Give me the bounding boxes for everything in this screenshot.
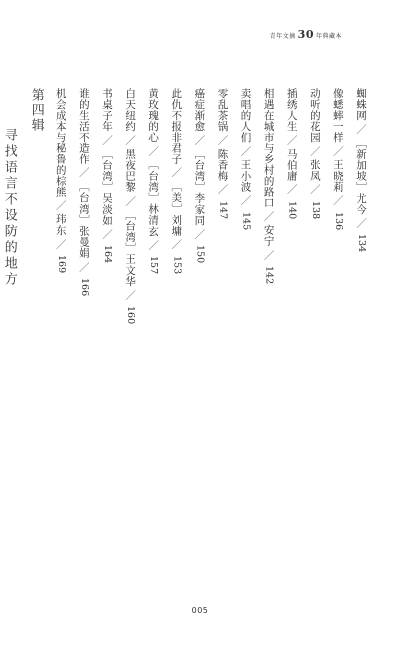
toc-entry-page: 160 <box>125 306 137 325</box>
separator-slash: ／ <box>147 239 160 251</box>
separator-slash: ／ <box>216 134 229 146</box>
toc-entry-author: 玮东 <box>54 213 67 236</box>
toc-entry-page: 153 <box>171 255 183 274</box>
toc-entry-author: 王小波 <box>239 159 252 193</box>
separator-slash: ／ <box>331 195 344 206</box>
separator-slash: ／ <box>54 200 67 211</box>
toc-entry-title: 此仇不报非君子 <box>170 88 183 165</box>
toc-entry-title: 卖唱的人们 <box>239 88 252 143</box>
toc-entry-title: 机会成本与秘鲁的棕熊 <box>54 88 67 197</box>
separator-slash: ／ <box>239 145 252 156</box>
separator-slash: ／ <box>262 249 275 261</box>
separator-slash: ／ <box>124 289 137 301</box>
separator-slash: ／ <box>193 134 206 146</box>
toc-entry-title: 白天纽约 <box>124 88 137 132</box>
separator-slash: ／ <box>170 167 183 178</box>
separator-slash: ／ <box>239 195 252 206</box>
separator-slash: ／ <box>170 239 183 250</box>
toc-entry-author: 马伯庸 <box>285 148 298 182</box>
toc-entry[interactable] <box>55 88 66 608</box>
separator-slash: ／ <box>124 134 137 146</box>
separator-slash: ／ <box>262 210 275 222</box>
toc-entry-title: 插绣人生 <box>285 88 298 132</box>
toc-entry[interactable] <box>332 88 343 608</box>
separator-slash: ／ <box>355 123 367 135</box>
toc-entry-author: ［美］刘墉 <box>170 180 183 237</box>
toc-entry-page: 142 <box>263 266 275 285</box>
chapter-title: 寻找语言不设防的地方 <box>1 128 17 288</box>
toc-entry-author: ［台湾］张曼娟 <box>77 180 90 259</box>
header-right: 年典藏本 <box>315 33 342 40</box>
separator-slash: ／ <box>331 145 344 156</box>
toc-entry-title: 零乱茶锅 <box>216 88 229 132</box>
toc-entry-author: ［台湾］吴淡如 <box>100 148 113 226</box>
running-header <box>270 28 342 41</box>
toc-entry-title: 谁的生活不造作 <box>77 88 90 165</box>
toc-entry-page: 164 <box>101 245 113 264</box>
toc-entry[interactable] <box>286 88 297 608</box>
toc-entry-title: 相遇在城市与乡村的路口 <box>262 88 275 208</box>
toc-entry-author: ［台湾］王文华 <box>124 209 137 287</box>
separator-slash: ／ <box>100 228 113 240</box>
toc-entry[interactable] <box>171 88 182 608</box>
toc-entry[interactable] <box>309 88 320 608</box>
chapter-label: 第四辑 <box>28 88 44 133</box>
toc-entry[interactable] <box>125 88 136 608</box>
separator-slash: ／ <box>54 238 67 250</box>
toc-entry[interactable] <box>240 88 251 608</box>
toc-entry-page: 150 <box>194 245 206 264</box>
page-number: 005 <box>191 606 209 615</box>
toc-entry-page: 145 <box>240 211 252 230</box>
toc-entry-page: 166 <box>78 278 90 297</box>
toc-entry-page: 140 <box>286 200 298 220</box>
header-left: 青年文摘 <box>269 33 296 40</box>
toc-entry-author: 黑夜巴黎 <box>124 148 137 193</box>
toc-entry[interactable] <box>263 88 274 608</box>
toc-entry[interactable] <box>101 88 112 608</box>
toc-entry[interactable] <box>194 88 205 608</box>
toc-entry-title: 书桌子年 <box>100 88 113 132</box>
header-number: 30 <box>297 28 314 41</box>
toc-entry-title: 癌症渐愈 <box>193 88 206 132</box>
toc-entry-author: ［新加坡］尤今 <box>355 137 367 215</box>
separator-slash: ／ <box>308 184 321 195</box>
toc-entry-author: ［台湾］李家同 <box>193 148 206 226</box>
toc-entry-page: 147 <box>217 200 229 220</box>
separator-slash: ／ <box>285 184 298 195</box>
table-of-contents <box>1 88 367 608</box>
toc-entry-page: 134 <box>356 234 367 253</box>
separator-slash: ／ <box>100 134 113 146</box>
toc-entry-author: ［台湾］林清玄 <box>147 159 160 237</box>
separator-slash: ／ <box>77 167 90 178</box>
toc-entry-page: 138 <box>309 200 321 219</box>
toc-entry[interactable] <box>217 88 228 608</box>
toc-entry[interactable] <box>148 88 159 608</box>
toc-entry[interactable] <box>78 88 89 608</box>
separator-slash: ／ <box>355 217 367 229</box>
separator-slash: ／ <box>285 134 298 146</box>
toc-entry-author: 陈香梅 <box>216 148 229 182</box>
toc-entry[interactable] <box>356 88 367 608</box>
toc-entry-author: 王晓莉 <box>331 159 344 193</box>
toc-entry-title: 黄玫瑰的心 <box>147 88 160 143</box>
separator-slash: ／ <box>124 195 137 207</box>
toc-entry-author: 安宁 <box>262 224 275 247</box>
toc-entry-title: 动听的花园 <box>308 88 321 143</box>
separator-slash: ／ <box>193 228 206 240</box>
toc-entry-page: 136 <box>332 211 344 230</box>
separator-slash: ／ <box>308 145 321 156</box>
toc-entry-page: 157 <box>148 256 160 275</box>
toc-entry-title: 蜘蛛网 <box>355 88 367 121</box>
separator-slash: ／ <box>216 184 229 195</box>
separator-slash: ／ <box>147 145 160 156</box>
toc-entry-author: 张凤 <box>308 159 321 182</box>
toc-entry-title: 像蟋蟀一样 <box>331 88 344 143</box>
separator-slash: ／ <box>77 261 90 273</box>
toc-entry-page: 169 <box>55 255 67 274</box>
